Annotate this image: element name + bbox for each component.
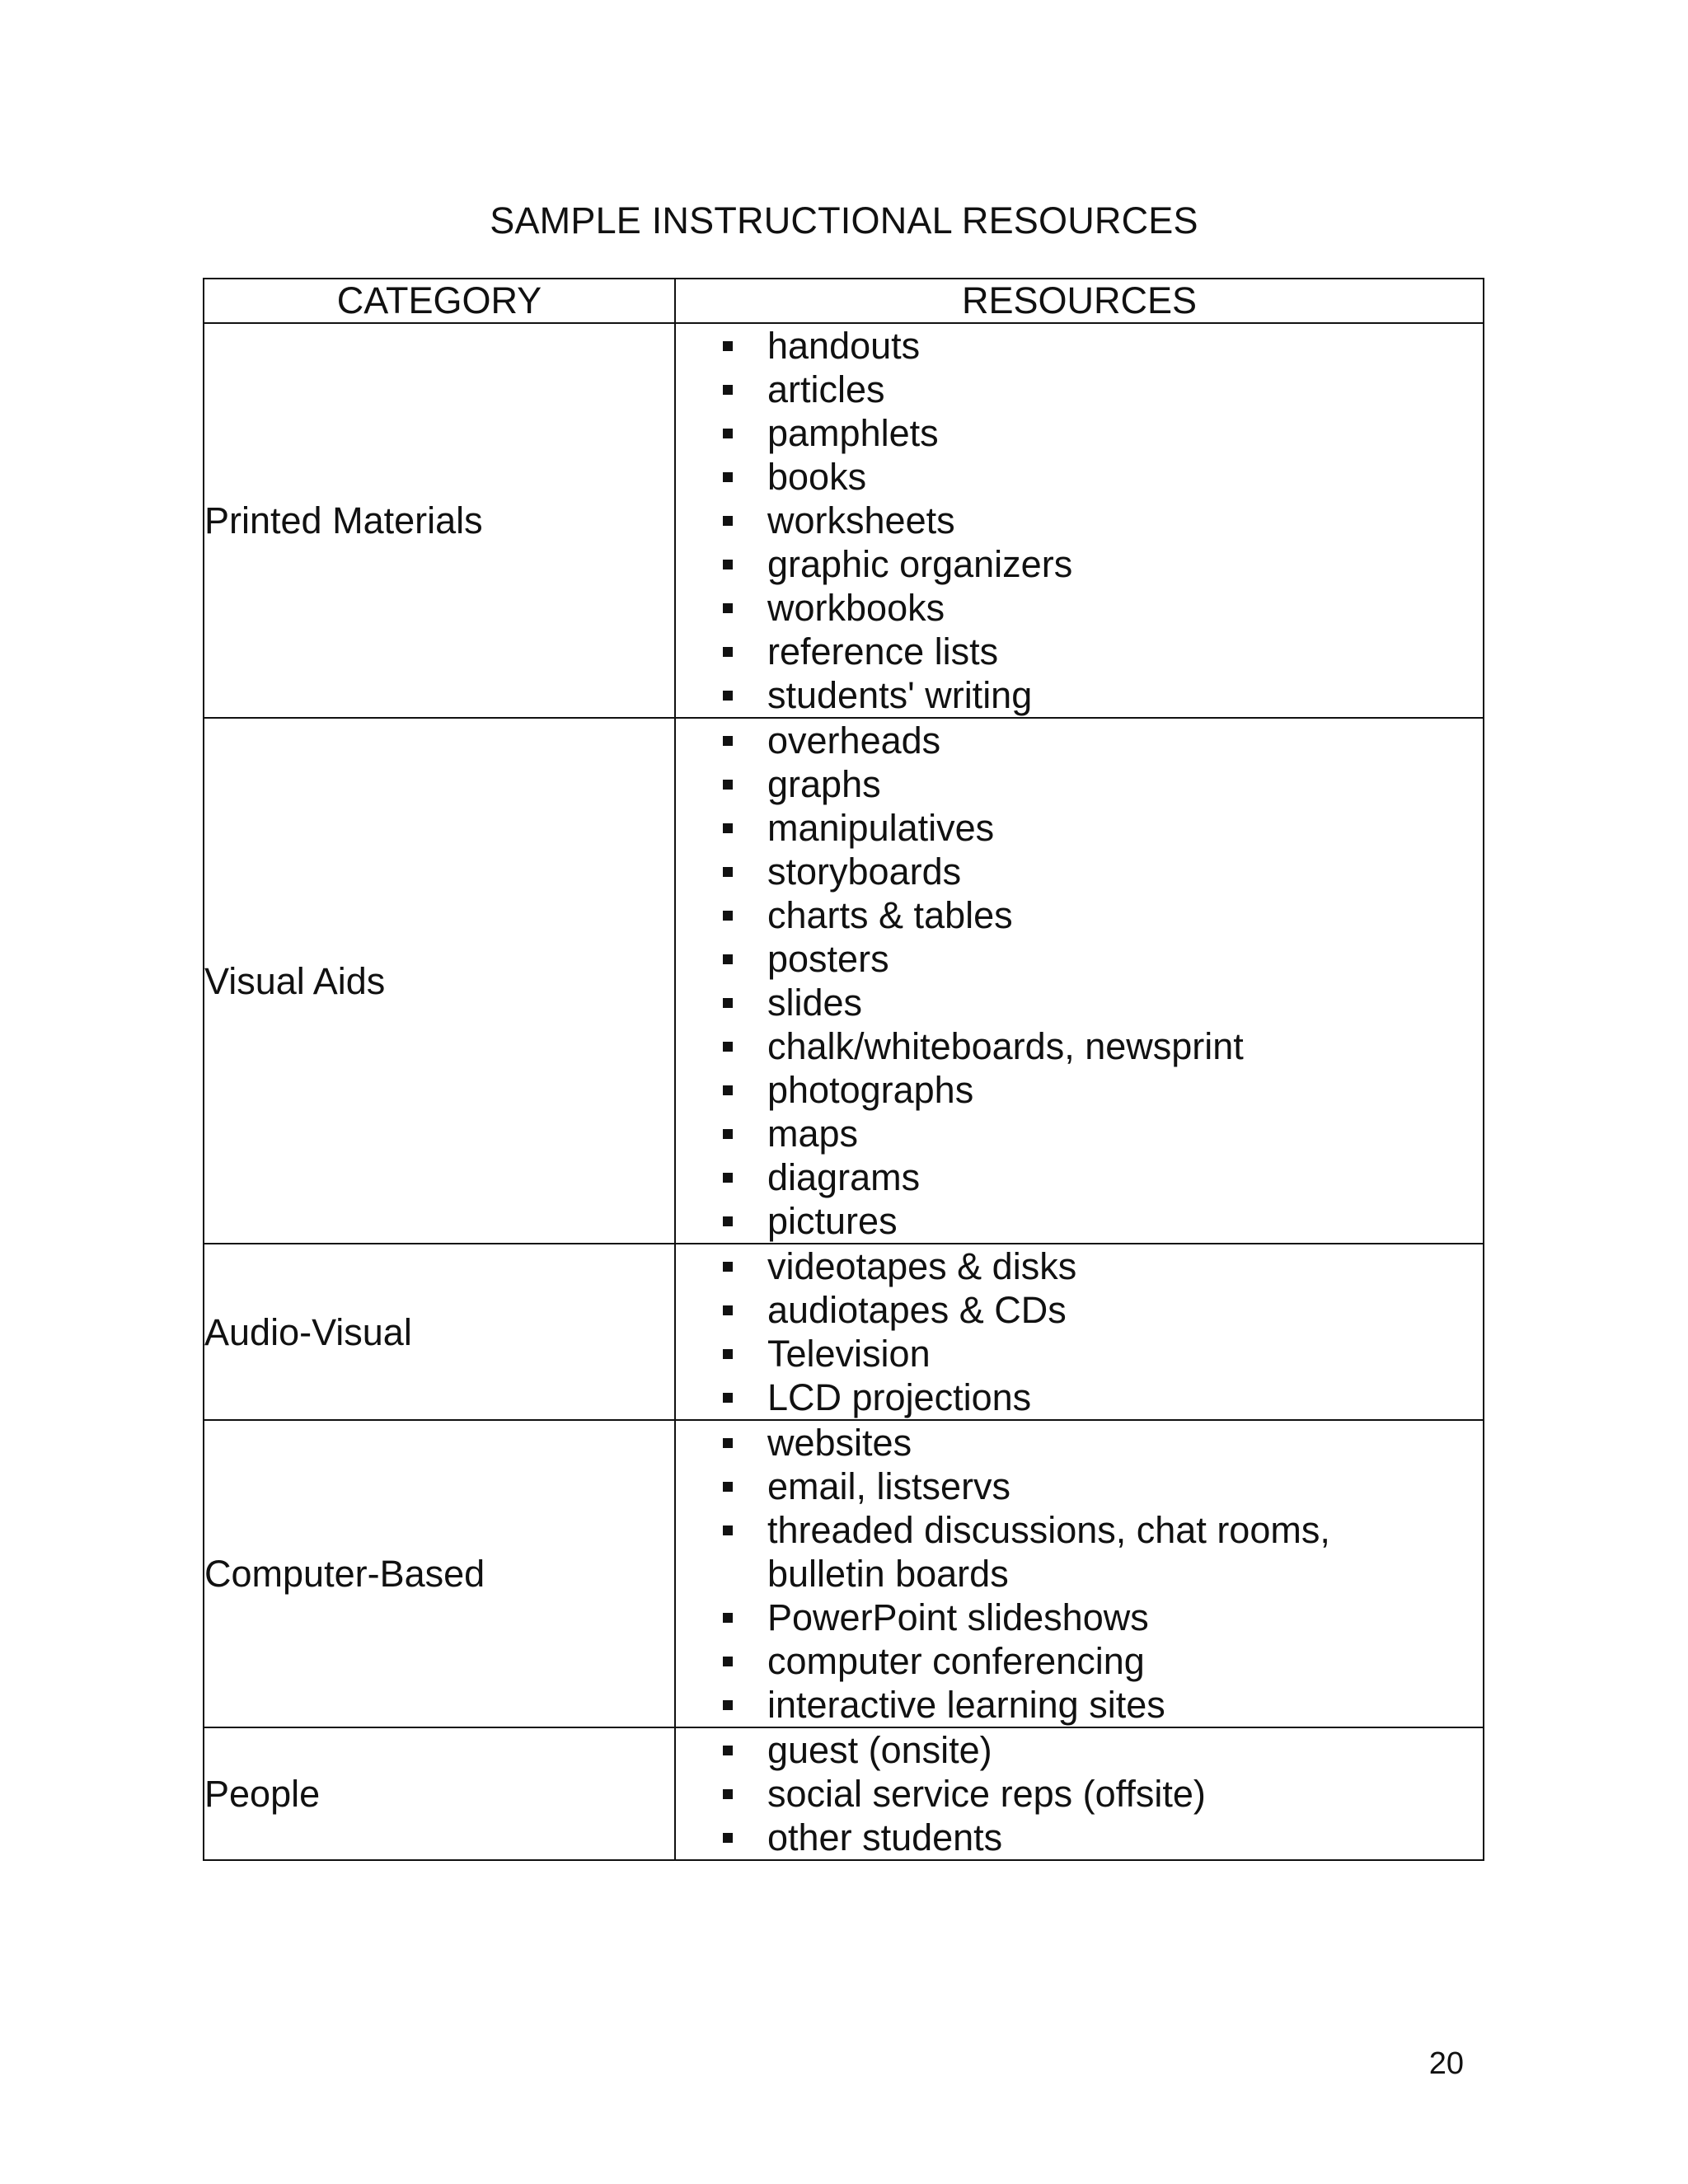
resource-item-text: chalk/whiteboards, newsprint: [767, 1025, 1244, 1067]
resource-item: [676, 1112, 1483, 1155]
resource-item-text: Television: [767, 1333, 931, 1375]
resources-cell: [675, 718, 1484, 1244]
resource-item-text: PowerPoint slideshows: [767, 1596, 1149, 1638]
table-row: [204, 1244, 1484, 1420]
resource-item-text: photographs: [767, 1069, 974, 1111]
category-cell: Visual Aids: [204, 718, 675, 1244]
resource-item-text: worksheets: [767, 499, 955, 541]
resource-item-text: storyboards: [767, 851, 962, 893]
square-bullet-icon: [723, 998, 733, 1008]
resources-cell: [675, 1244, 1484, 1420]
resource-item: [676, 1024, 1483, 1068]
resource-item: [676, 1728, 1483, 1772]
resource-item: [676, 1199, 1483, 1243]
resource-list: [676, 1728, 1483, 1859]
resource-item: [676, 850, 1483, 893]
resource-item: [676, 1376, 1483, 1419]
square-bullet-icon: [723, 1129, 733, 1139]
resource-item-text: other students: [767, 1816, 1003, 1858]
square-bullet-icon: [723, 867, 733, 877]
square-bullet-icon: [723, 1262, 733, 1272]
resource-item-text: slides: [767, 982, 863, 1024]
resource-item: [676, 324, 1483, 368]
resource-item: [676, 1508, 1483, 1596]
resource-item-text: threaded discussions, chat rooms, bulletin boards: [767, 1509, 1330, 1595]
square-bullet-icon: [723, 1216, 733, 1226]
resource-item-text: posters: [767, 938, 889, 980]
square-bullet-icon: [723, 429, 733, 438]
resource-item: [676, 1332, 1483, 1376]
resource-item: [676, 981, 1483, 1024]
category-cell: People: [204, 1727, 675, 1860]
resource-item-text: interactive learning sites: [767, 1684, 1165, 1726]
square-bullet-icon: [723, 603, 733, 613]
square-bullet-icon: [723, 1438, 733, 1448]
table-row: [204, 323, 1484, 718]
resource-item-text: students' writing: [767, 674, 1033, 716]
square-bullet-icon: [723, 1393, 733, 1403]
resource-item-text: guest (onsite): [767, 1729, 992, 1771]
table-body: [204, 323, 1484, 1860]
square-bullet-icon: [723, 516, 733, 526]
resource-list: [676, 1421, 1483, 1727]
resource-item: [676, 893, 1483, 937]
resources-cell: [675, 1420, 1484, 1727]
resource-item-text: manipulatives: [767, 807, 995, 849]
resource-item-text: graphic organizers: [767, 543, 1073, 585]
page-title: SAMPLE INSTRUCTIONAL RESOURCES: [490, 199, 1198, 241]
resource-item: [676, 586, 1483, 630]
square-bullet-icon: [723, 1746, 733, 1755]
square-bullet-icon: [723, 1482, 733, 1492]
square-bullet-icon: [723, 647, 733, 657]
resource-list: [676, 719, 1483, 1243]
square-bullet-icon: [723, 736, 733, 746]
resources-table: [203, 278, 1484, 1861]
category-cell: Audio-Visual: [204, 1244, 675, 1420]
resource-item-text: maps: [767, 1113, 859, 1155]
category-column-header: CATEGORY: [204, 279, 675, 323]
square-bullet-icon: [723, 1349, 733, 1359]
resource-item: [676, 719, 1483, 762]
resource-item: [676, 1244, 1483, 1288]
square-bullet-icon: [723, 691, 733, 701]
resource-item-text: articles: [767, 368, 885, 410]
category-cell: Computer-Based: [204, 1420, 675, 1727]
resource-item: [676, 1639, 1483, 1683]
resource-item: [676, 1816, 1483, 1859]
resource-item-text: charts & tables: [767, 894, 1013, 936]
square-bullet-icon: [723, 1085, 733, 1095]
table-header-row: [204, 279, 1484, 323]
resource-item: [676, 368, 1483, 411]
resource-item: [676, 673, 1483, 717]
resource-item-text: videotapes & disks: [767, 1245, 1077, 1287]
resource-item: [676, 499, 1483, 542]
table-row: [204, 1420, 1484, 1727]
resource-item: [676, 1683, 1483, 1727]
resource-item-text: diagrams: [767, 1156, 921, 1198]
resource-item-text: audiotapes & CDs: [767, 1289, 1067, 1331]
resource-item: [676, 1288, 1483, 1332]
square-bullet-icon: [723, 385, 733, 395]
square-bullet-icon: [723, 341, 733, 351]
resource-item-text: email, listservs: [767, 1465, 1011, 1507]
resource-item: [676, 542, 1483, 586]
square-bullet-icon: [723, 780, 733, 790]
resource-item-text: pictures: [767, 1200, 898, 1242]
square-bullet-icon: [723, 1833, 733, 1843]
resource-item-text: graphs: [767, 763, 881, 805]
resources-cell: [675, 1727, 1484, 1860]
table-row: [204, 1727, 1484, 1860]
square-bullet-icon: [723, 1042, 733, 1052]
square-bullet-icon: [723, 1657, 733, 1666]
resource-item-text: pamphlets: [767, 412, 939, 454]
resources-cell: [675, 323, 1484, 718]
resource-item: [676, 1772, 1483, 1816]
category-cell: Printed Materials: [204, 323, 675, 718]
resource-item: [676, 806, 1483, 850]
resource-item: [676, 630, 1483, 673]
square-bullet-icon: [723, 560, 733, 569]
resource-item: [676, 411, 1483, 455]
resource-item: [676, 455, 1483, 499]
page-number: 20: [1428, 2046, 1464, 2081]
resource-item: [676, 937, 1483, 981]
resource-item-text: workbooks: [767, 587, 945, 629]
square-bullet-icon: [723, 1613, 733, 1623]
square-bullet-icon: [723, 954, 733, 964]
resource-item-text: reference lists: [767, 630, 999, 673]
square-bullet-icon: [723, 823, 733, 833]
resource-item: [676, 1596, 1483, 1639]
resource-item-text: handouts: [767, 325, 921, 367]
square-bullet-icon: [723, 472, 733, 482]
square-bullet-icon: [723, 911, 733, 921]
resource-item: [676, 1421, 1483, 1465]
resource-item-text: social service reps (offsite): [767, 1773, 1206, 1815]
resources-column-header: RESOURCES: [675, 279, 1484, 323]
resource-list: [676, 324, 1483, 717]
resource-list: [676, 1244, 1483, 1419]
table-row: [204, 718, 1484, 1244]
resource-item: [676, 1465, 1483, 1508]
square-bullet-icon: [723, 1700, 733, 1710]
resource-item: [676, 1155, 1483, 1199]
square-bullet-icon: [723, 1789, 733, 1799]
resource-item: [676, 1068, 1483, 1112]
resource-item-text: overheads: [767, 719, 941, 762]
square-bullet-icon: [723, 1173, 733, 1183]
resource-item-text: books: [767, 456, 867, 498]
resource-item-text: websites: [767, 1422, 912, 1464]
resource-item: [676, 762, 1483, 806]
square-bullet-icon: [723, 1305, 733, 1315]
resource-item-text: LCD projections: [767, 1376, 1032, 1418]
square-bullet-icon: [723, 1526, 733, 1535]
resource-item-text: computer conferencing: [767, 1640, 1145, 1682]
